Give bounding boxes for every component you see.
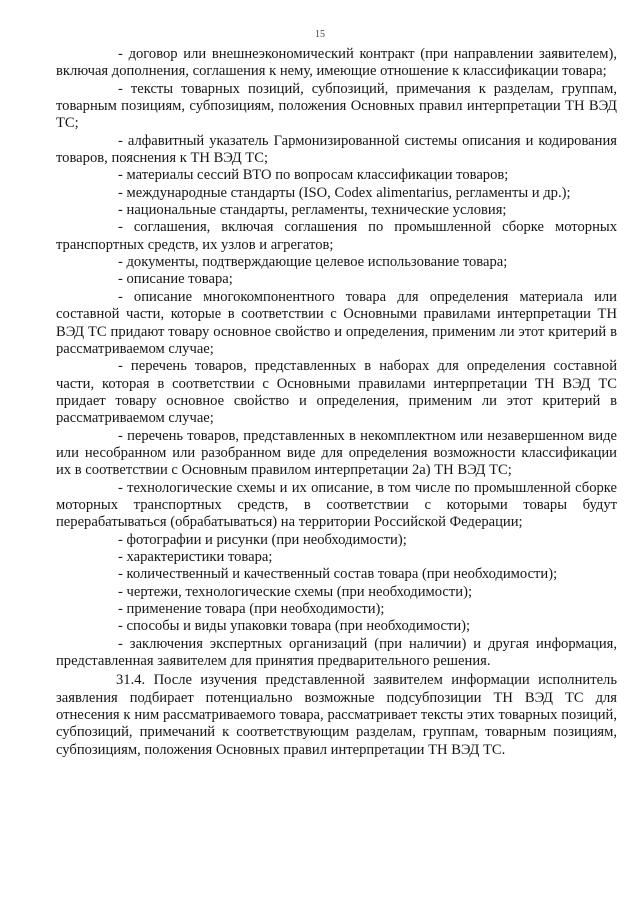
list-item-characteristics: - характеристики товара; [118,548,273,565]
list-item-drawings: - чертежи, технологические схемы (при необходимости); [118,583,472,600]
list-item-national-standards: - национальные стандарты, регламенты, технические условия; [118,202,507,219]
list-item-packaging: - способы и виды упаковки товара (при необходимости); [118,618,471,635]
list-item-application: - применение товара (при необходимости); [118,601,385,617]
document-body [56,46,617,759]
list-item-international-standards: - международные стандарты (ISO, Codex alimentarius, регламенты и др.); [118,184,571,201]
list-item-goods-description: - описание товара; [118,271,233,288]
list-item-end-use-documents: - документы, подтверждающие целевое использование товара; [118,254,508,271]
list-item-wto-materials: - материалы сессий ВТО по вопросам классификации товаров; [118,167,509,184]
list-item-photos: - фотографии и рисунки (при необходимости); [118,531,407,548]
list-item-assembly-agreements: - соглашения, включая соглашения по промышленной сборке моторных транспортных средств, их узлов и агрегатов; [56,219,617,253]
list-item-process-schemes: - технологические схемы и их описание, в том числе по промышленной сборке моторных транспортных средств, в соответствии с которыми товары будут перерабатываться (обрабатываться) на территории Российской Федерации; [56,479,617,531]
clause-31-4: 31.4. После изучения представленной заявителем информации исполнитель заявления подбирает потенциально возможные подсубпозиции ТН ВЭД ТС для отнесения к ним рассматриваемого товара, рассматривает тексты этих товарных позиций, субпозиций, примечаний к соответствующим разделам, группам, товарным позициям, субпозициям, положения Основных правил интерпретации ТН ВЭД ТС. [56,672,617,758]
list-item-composition: - количественный и качественный состав товара (при необходимости); [118,566,558,583]
list-item-incomplete-goods-list: - перечень товаров, представленных в некомплектном или незавершенном виде или несобранном или разобранном виде для определения возможности классификации их в соответствии с Основным правилом интерпретации 2а) ТН ВЭД ТС; [56,427,617,479]
list-item-alphabetical-index: - алфавитный указатель Гармонизированной системы описания и кодирования товаров, пояснения к ТН ВЭД ТС; [56,132,617,167]
list-item-multicomponent-description: - описание многокомпонентного товара для определения материала или составной части, которые в соответствии с Основными правилами интерпретации ТН ВЭД ТС придают товару основное свойство и определения, применим ли этот критерий в рассматриваемом случае; [56,288,617,357]
page-number: 15 [315,29,325,40]
list-item-heading-texts: - тексты товарных позиций, субпозиций, примечания к разделам, группам, товарным позициям, субпозициям, положения Основных правил интерпретации ТН ВЭД ТС; [56,80,617,132]
list-item-expert-conclusions: - заключения экспертных организаций (при наличии) и другая информация, представленная заявителем для принятия предварительного решения. [56,635,617,670]
list-item-contract: - договор или внешнеэкономический контракт (при направлении заявителем), включая дополнения, соглашения к нему, имеющие отношение к классификации товара; [56,46,617,80]
list-item-sets-list: - перечень товаров, представленных в наборах для определения составной части, которая в соответствии с Основными правилами интерпретации ТН ВЭД ТС придает товару основное свойство и определения, применим ли этот критерий в рассматриваемом случае; [56,358,617,427]
